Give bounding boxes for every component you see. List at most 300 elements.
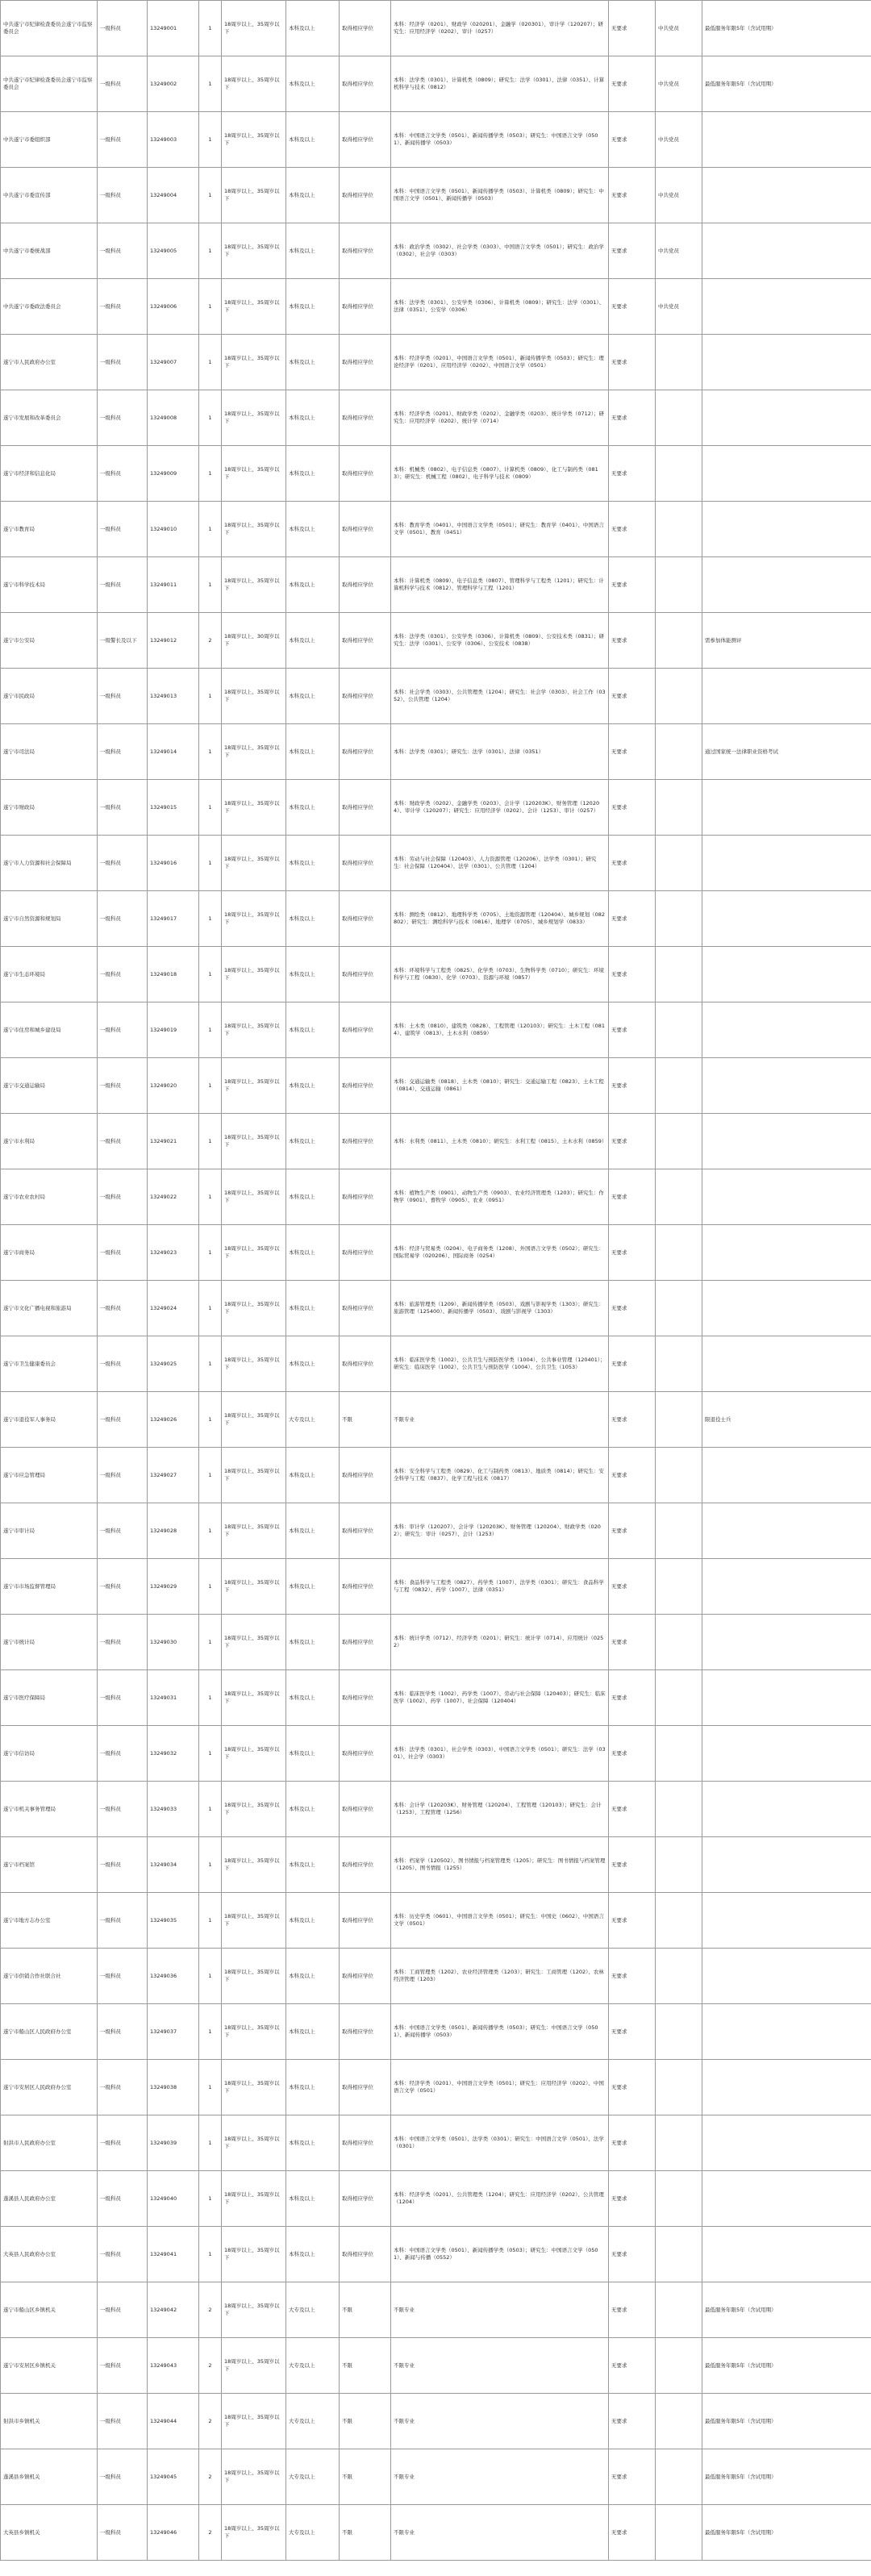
age-cell: 18周岁以上、35周岁以下 — [222, 669, 286, 724]
code-cell: 13249031 — [148, 1670, 199, 1726]
note-cell — [702, 1726, 871, 1782]
org-cell: 遂宁市人力资源和社会保障局 — [1, 836, 98, 891]
education-cell: 本科及以上 — [286, 947, 340, 1002]
degree-cell: 取得相应学位 — [340, 1225, 391, 1281]
age-cell: 18周岁以上、35周岁以下 — [222, 168, 286, 223]
table-row — [1, 1114, 871, 1169]
table-row — [1, 780, 871, 836]
age-cell: 18周岁以上、35周岁以下 — [222, 780, 286, 836]
table-row — [1, 1448, 871, 1503]
quota-cell: 2 — [199, 2338, 222, 2394]
age-cell: 18周岁以上、35周岁以下 — [222, 2282, 286, 2338]
quota-cell: 1 — [199, 1225, 222, 1281]
requirement-cell: 无要求 — [609, 56, 656, 112]
degree-cell: 取得相应学位 — [340, 1837, 391, 1893]
org-cell: 遂宁市教育局 — [1, 502, 98, 557]
table-row — [1, 279, 871, 335]
quota-cell: 1 — [199, 390, 222, 446]
org-cell: 遂宁市安居区人民政府办公室 — [1, 2060, 98, 2115]
table-row — [1, 1893, 871, 1949]
political-cell: 中共党员 — [656, 56, 702, 112]
degree-cell: 取得相应学位 — [340, 1893, 391, 1949]
quota-cell: 1 — [199, 1726, 222, 1782]
degree-cell: 不限 — [340, 2449, 391, 2505]
note-cell: 最低服务年限5年（含试用期） — [702, 2394, 871, 2449]
requirement-cell: 无要求 — [609, 2115, 656, 2171]
org-cell: 遂宁市船山区人民政府办公室 — [1, 2004, 98, 2060]
age-cell: 18周岁以上、35周岁以下 — [222, 1615, 286, 1670]
education-cell: 本科及以上 — [286, 1169, 340, 1225]
degree-cell: 取得相应学位 — [340, 279, 391, 335]
political-cell — [656, 1837, 702, 1893]
code-cell: 13249008 — [148, 390, 199, 446]
education-cell: 本科及以上 — [286, 2227, 340, 2282]
education-cell: 本科及以上 — [286, 2060, 340, 2115]
education-cell: 本科及以上 — [286, 1670, 340, 1726]
code-cell: 13249011 — [148, 557, 199, 613]
political-cell — [656, 1114, 702, 1169]
table-row — [1, 2171, 871, 2227]
degree-cell: 不限 — [340, 2505, 391, 2561]
position-cell: 一级警长及以下 — [98, 613, 148, 669]
political-cell — [656, 1726, 702, 1782]
education-cell: 本科及以上 — [286, 168, 340, 223]
quota-cell: 1 — [199, 780, 222, 836]
major-cell: 本科：环境科学与工程类（0825）、化学类（0703）、生物科学类（0710）；研究生：环境科学与工程（0830）、化学（0703）、资源与环境（0857） — [391, 947, 609, 1002]
political-cell — [656, 836, 702, 891]
major-cell: 不限专业 — [391, 2449, 609, 2505]
major-cell: 不限专业 — [391, 1392, 609, 1448]
political-cell — [656, 891, 702, 947]
quota-cell: 1 — [199, 2227, 222, 2282]
education-cell: 本科及以上 — [286, 1336, 340, 1392]
quota-cell: 1 — [199, 1670, 222, 1726]
org-cell: 遂宁市档案馆 — [1, 1837, 98, 1893]
org-cell: 遂宁市退役军人事务局 — [1, 1392, 98, 1448]
code-cell: 13249043 — [148, 2338, 199, 2394]
age-cell: 18周岁以上、35周岁以下 — [222, 223, 286, 279]
position-cell: 一级科员 — [98, 1503, 148, 1559]
degree-cell: 取得相应学位 — [340, 2004, 391, 2060]
table-row — [1, 502, 871, 557]
code-cell: 13249044 — [148, 2394, 199, 2449]
degree-cell: 取得相应学位 — [340, 780, 391, 836]
major-cell: 不限专业 — [391, 2394, 609, 2449]
note-cell — [702, 1837, 871, 1893]
political-cell — [656, 446, 702, 502]
quota-cell: 1 — [199, 2004, 222, 2060]
table-row — [1, 1949, 871, 2004]
major-cell: 本科：临床医学类（1002）、公共卫生与预防医学类（1004）、公共事业管理（120401）；研究生：临床医学（1002）、公共卫生与预防医学（1004）、公共卫生（1053） — [391, 1336, 609, 1392]
political-cell — [656, 390, 702, 446]
code-cell: 13249015 — [148, 780, 199, 836]
code-cell: 13249025 — [148, 1336, 199, 1392]
political-cell — [656, 2171, 702, 2227]
quota-cell: 1 — [199, 1949, 222, 2004]
major-cell: 本科：财政学类（0202）、金融学类（0203）、会计学（120203K）、财务管理（120204）、审计学（120207）；研究生：应用经济学（0202）、会计（1253）、审计（0257） — [391, 780, 609, 836]
quota-cell: 2 — [199, 2282, 222, 2338]
political-cell — [656, 1893, 702, 1949]
quota-cell: 1 — [199, 279, 222, 335]
code-cell: 13249042 — [148, 2282, 199, 2338]
requirement-cell: 无要求 — [609, 2227, 656, 2282]
quota-cell: 1 — [199, 1002, 222, 1058]
degree-cell: 取得相应学位 — [340, 1670, 391, 1726]
degree-cell: 取得相应学位 — [340, 1058, 391, 1114]
position-cell: 一级科员 — [98, 891, 148, 947]
requirement-cell: 无要求 — [609, 1559, 656, 1615]
degree-cell: 取得相应学位 — [340, 168, 391, 223]
degree-cell: 取得相应学位 — [340, 1002, 391, 1058]
position-cell: 一级科员 — [98, 2338, 148, 2394]
table-row — [1, 1, 871, 56]
note-cell: 需参加体能测评 — [702, 613, 871, 669]
org-cell: 遂宁市卫生健康委员会 — [1, 1336, 98, 1392]
education-cell: 大专及以上 — [286, 2449, 340, 2505]
political-cell — [656, 1058, 702, 1114]
quota-cell: 1 — [199, 2060, 222, 2115]
quota-cell: 1 — [199, 1615, 222, 1670]
age-cell: 18周岁以上、35周岁以下 — [222, 2227, 286, 2282]
political-cell — [656, 780, 702, 836]
age-cell: 18周岁以上、35周岁以下 — [222, 1336, 286, 1392]
table-row — [1, 2394, 871, 2449]
table-row — [1, 724, 871, 780]
education-cell: 本科及以上 — [286, 1837, 340, 1893]
political-cell — [656, 1503, 702, 1559]
position-cell: 一级科员 — [98, 2449, 148, 2505]
requirement-cell: 无要求 — [609, 1058, 656, 1114]
major-cell: 本科：机械类（0802）、电子信息类（0807）、计算机类（0809）、化工与制药类（0813）；研究生：机械工程（0802）、电子科学与技术（0809） — [391, 446, 609, 502]
political-cell — [656, 1002, 702, 1058]
org-cell: 遂宁市市场监督管理局 — [1, 1559, 98, 1615]
education-cell: 本科及以上 — [286, 724, 340, 780]
note-cell — [702, 1893, 871, 1949]
requirement-cell: 无要求 — [609, 502, 656, 557]
requirement-cell: 无要求 — [609, 446, 656, 502]
note-cell — [702, 1336, 871, 1392]
education-cell: 本科及以上 — [286, 56, 340, 112]
political-cell — [656, 613, 702, 669]
requirement-cell: 无要求 — [609, 168, 656, 223]
table-row — [1, 335, 871, 390]
table-row — [1, 1782, 871, 1837]
degree-cell: 取得相应学位 — [340, 1169, 391, 1225]
requirement-cell: 无要求 — [609, 1615, 656, 1670]
note-cell — [702, 1448, 871, 1503]
position-cell: 一级科员 — [98, 2060, 148, 2115]
code-cell: 13249038 — [148, 2060, 199, 2115]
requirement-cell: 无要求 — [609, 2505, 656, 2561]
position-cell: 一级科员 — [98, 1, 148, 56]
degree-cell: 取得相应学位 — [340, 2227, 391, 2282]
position-cell: 一级科员 — [98, 1002, 148, 1058]
note-cell — [702, 2004, 871, 2060]
degree-cell: 不限 — [340, 2394, 391, 2449]
requirement-cell: 无要求 — [609, 1503, 656, 1559]
code-cell: 13249014 — [148, 724, 199, 780]
requirement-cell: 无要求 — [609, 2394, 656, 2449]
requirement-cell: 无要求 — [609, 2171, 656, 2227]
table-row — [1, 1281, 871, 1336]
table-row — [1, 613, 871, 669]
quota-cell: 1 — [199, 1782, 222, 1837]
education-cell: 大专及以上 — [286, 2338, 340, 2394]
org-cell: 遂宁市船山区乡镇机关 — [1, 2282, 98, 2338]
political-cell — [656, 1670, 702, 1726]
table-row — [1, 1670, 871, 1726]
table-row — [1, 836, 871, 891]
position-cell: 一级科员 — [98, 2171, 148, 2227]
quota-cell: 1 — [199, 669, 222, 724]
code-cell: 13249022 — [148, 1169, 199, 1225]
education-cell: 本科及以上 — [286, 2115, 340, 2171]
quota-cell: 1 — [199, 1169, 222, 1225]
age-cell: 18周岁以上、35周岁以下 — [222, 1726, 286, 1782]
table-row — [1, 669, 871, 724]
political-cell: 中共党员 — [656, 1, 702, 56]
requirement-cell: 无要求 — [609, 1281, 656, 1336]
table-row — [1, 1169, 871, 1225]
position-cell: 一级科员 — [98, 780, 148, 836]
requirement-cell: 无要求 — [609, 1169, 656, 1225]
table-row — [1, 2115, 871, 2171]
code-cell: 13249041 — [148, 2227, 199, 2282]
code-cell: 13249026 — [148, 1392, 199, 1448]
note-cell: 最低服务年限5年（含试用期） — [702, 56, 871, 112]
code-cell: 13249021 — [148, 1114, 199, 1169]
education-cell: 大专及以上 — [286, 2505, 340, 2561]
position-cell: 一级科员 — [98, 2394, 148, 2449]
age-cell: 18周岁以上、35周岁以下 — [222, 2338, 286, 2394]
table-row — [1, 1002, 871, 1058]
degree-cell: 取得相应学位 — [340, 613, 391, 669]
position-cell: 一级科员 — [98, 2505, 148, 2561]
position-cell: 一级科员 — [98, 1837, 148, 1893]
code-cell: 13249040 — [148, 2171, 199, 2227]
age-cell: 18周岁以上、35周岁以下 — [222, 1837, 286, 1893]
degree-cell: 取得相应学位 — [340, 390, 391, 446]
note-cell — [702, 669, 871, 724]
code-cell: 13249037 — [148, 2004, 199, 2060]
org-cell: 遂宁市商务局 — [1, 1225, 98, 1281]
position-cell: 一级科员 — [98, 1336, 148, 1392]
major-cell: 本科：植物生产类（0901）、动物生产类（0903）、农业经济管理类（1203）；研究生：作物学（0901）、畜牧学（0905）、农业（0951） — [391, 1169, 609, 1225]
code-cell: 13249027 — [148, 1448, 199, 1503]
org-cell: 遂宁市文化广播电视和旅游局 — [1, 1281, 98, 1336]
requirement-cell: 无要求 — [609, 1225, 656, 1281]
education-cell: 本科及以上 — [286, 780, 340, 836]
degree-cell: 取得相应学位 — [340, 1114, 391, 1169]
degree-cell: 取得相应学位 — [340, 223, 391, 279]
age-cell: 18周岁以上、35周岁以下 — [222, 2171, 286, 2227]
major-cell: 本科：法学类（0301）、社会学类（0303）、中国语言文学类（0501）；研究生：法学（0301）、社会学（0303） — [391, 1726, 609, 1782]
requirement-cell: 无要求 — [609, 2060, 656, 2115]
political-cell — [656, 2505, 702, 2561]
education-cell: 本科及以上 — [286, 223, 340, 279]
note-cell — [702, 502, 871, 557]
position-cell: 一级科员 — [98, 1782, 148, 1837]
code-cell: 13249034 — [148, 1837, 199, 1893]
degree-cell: 取得相应学位 — [340, 112, 391, 168]
political-cell — [656, 724, 702, 780]
quota-cell: 1 — [199, 56, 222, 112]
political-cell — [656, 2115, 702, 2171]
code-cell: 13249007 — [148, 335, 199, 390]
major-cell: 不限专业 — [391, 2282, 609, 2338]
age-cell: 18周岁以上、30周岁以下 — [222, 613, 286, 669]
requirement-cell: 无要求 — [609, 223, 656, 279]
major-cell: 不限专业 — [391, 2338, 609, 2394]
org-cell: 遂宁市统计局 — [1, 1615, 98, 1670]
political-cell — [656, 557, 702, 613]
education-cell: 本科及以上 — [286, 446, 340, 502]
code-cell: 13249004 — [148, 168, 199, 223]
degree-cell: 取得相应学位 — [340, 1559, 391, 1615]
age-cell: 18周岁以上、35周岁以下 — [222, 56, 286, 112]
code-cell: 13249046 — [148, 2505, 199, 2561]
table-row — [1, 1837, 871, 1893]
position-cell: 一级科员 — [98, 2004, 148, 2060]
table-row — [1, 390, 871, 446]
degree-cell: 取得相应学位 — [340, 669, 391, 724]
major-cell: 本科：法学类（0301）、公安学类（0306）、计算机类（0809）；研究生：法学（0301）、法律（0351）、公安学（0306） — [391, 279, 609, 335]
table-row — [1, 1336, 871, 1392]
table-row — [1, 2004, 871, 2060]
degree-cell: 取得相应学位 — [340, 1615, 391, 1670]
quota-cell: 1 — [199, 2171, 222, 2227]
education-cell: 大专及以上 — [286, 2394, 340, 2449]
political-cell — [656, 1169, 702, 1225]
org-cell: 遂宁市供销合作社联合社 — [1, 1949, 98, 2004]
quota-cell: 2 — [199, 2394, 222, 2449]
political-cell: 中共党员 — [656, 168, 702, 223]
table-row — [1, 947, 871, 1002]
requirement-cell: 无要求 — [609, 1670, 656, 1726]
major-cell: 本科：经济与贸易类（0204）、电子商务类（1208）、外国语言文学类（0502）；研究生：国际贸易学（020206）、国际商务（0254） — [391, 1225, 609, 1281]
major-cell: 本科：经济学类（0201）、中国语言文学类（0501）；研究生：应用经济学（0202）、中国语言文学（0501） — [391, 2060, 609, 2115]
position-cell: 一级科员 — [98, 947, 148, 1002]
org-cell: 射洪市乡镇机关 — [1, 2394, 98, 2449]
code-cell: 13249039 — [148, 2115, 199, 2171]
quota-cell: 1 — [199, 168, 222, 223]
age-cell: 18周岁以上、35周岁以下 — [222, 2394, 286, 2449]
education-cell: 本科及以上 — [286, 1782, 340, 1837]
requirement-cell: 无要求 — [609, 1448, 656, 1503]
note-cell — [702, 112, 871, 168]
education-cell: 本科及以上 — [286, 1893, 340, 1949]
major-cell: 本科：历史学类（0601）、中国语言文学类（0501）；研究生：中国史（0602）、中国语言文学（0501） — [391, 1893, 609, 1949]
requirement-cell: 无要求 — [609, 724, 656, 780]
org-cell: 遂宁市经济和信息化局 — [1, 446, 98, 502]
table-row — [1, 1392, 871, 1448]
position-cell: 一级科员 — [98, 1615, 148, 1670]
note-cell — [702, 279, 871, 335]
table-row — [1, 2338, 871, 2394]
quota-cell: 1 — [199, 557, 222, 613]
major-cell: 本科：法学类（0301）、计算机类（0809）；研究生：法学（0301）、法律（0351）、计算机科学与技术（0812） — [391, 56, 609, 112]
org-cell: 中共遂宁市委政法委员会 — [1, 279, 98, 335]
position-cell: 一级科员 — [98, 836, 148, 891]
org-cell: 中共遂宁市委统战部 — [1, 223, 98, 279]
note-cell — [702, 1058, 871, 1114]
education-cell: 本科及以上 — [286, 1002, 340, 1058]
quota-cell: 1 — [199, 1114, 222, 1169]
political-cell — [656, 335, 702, 390]
position-cell: 一级科员 — [98, 168, 148, 223]
political-cell — [656, 947, 702, 1002]
age-cell: 18周岁以上、35周岁以下 — [222, 1058, 286, 1114]
org-cell: 遂宁市交通运输局 — [1, 1058, 98, 1114]
education-cell: 本科及以上 — [286, 557, 340, 613]
table-row — [1, 1225, 871, 1281]
note-cell — [702, 223, 871, 279]
code-cell: 13249032 — [148, 1726, 199, 1782]
education-cell: 本科及以上 — [286, 1615, 340, 1670]
requirement-cell: 无要求 — [609, 2004, 656, 2060]
note-cell: 限退役士兵 — [702, 1392, 871, 1448]
position-cell: 一级科员 — [98, 335, 148, 390]
age-cell: 18周岁以上、35周岁以下 — [222, 557, 286, 613]
note-cell — [702, 2115, 871, 2171]
age-cell: 18周岁以上、35周岁以下 — [222, 2505, 286, 2561]
major-cell: 本科：会计学（120203K）、财务管理（120204）、工程管理（120103）；研究生：会计（1253）、工程管理（1256） — [391, 1782, 609, 1837]
major-cell: 本科：中国语言文学类（0501）、新闻传播学类（0503）、计算机类（0809）；研究生：中国语言文学（0501）、新闻传播学（0503） — [391, 168, 609, 223]
table-row — [1, 2060, 871, 2115]
requirement-cell: 无要求 — [609, 2282, 656, 2338]
note-cell — [702, 1782, 871, 1837]
education-cell: 本科及以上 — [286, 1225, 340, 1281]
table-row — [1, 1503, 871, 1559]
political-cell — [656, 1225, 702, 1281]
political-cell — [656, 2227, 702, 2282]
major-cell: 本科：审计学（120207）、会计学（120203K）、财务管理（120204）、财政学类（0202）；研究生：审计（0257）、会计（1253） — [391, 1503, 609, 1559]
education-cell: 本科及以上 — [286, 1559, 340, 1615]
table-row — [1, 112, 871, 168]
degree-cell: 取得相应学位 — [340, 724, 391, 780]
quota-cell: 1 — [199, 502, 222, 557]
major-cell: 本科：食品科学与工程类（0827）、药学类（1007）、法学类（0301）；研究生：食品科学与工程（0832）、药学（1007）、法律（0351） — [391, 1559, 609, 1615]
position-cell: 一级科员 — [98, 1169, 148, 1225]
age-cell: 18周岁以上、35周岁以下 — [222, 947, 286, 1002]
code-cell: 13249010 — [148, 502, 199, 557]
degree-cell: 取得相应学位 — [340, 891, 391, 947]
major-cell: 本科：水利类（0811）、土木类（0810）；研究生：水利工程（0815）、土木水利（0859） — [391, 1114, 609, 1169]
requirement-cell: 无要求 — [609, 1782, 656, 1837]
position-cell: 一级科员 — [98, 1281, 148, 1336]
political-cell — [656, 1615, 702, 1670]
requirement-cell: 无要求 — [609, 1837, 656, 1893]
org-cell: 中共遂宁市委组织部 — [1, 112, 98, 168]
org-cell: 遂宁市医疗保障局 — [1, 1670, 98, 1726]
major-cell: 本科：教育学类（0401）、中国语言文学类（0501）；研究生：教育学（0401）、中国语言文学（0501）、教育（0451） — [391, 502, 609, 557]
note-cell: 最低服务年限5年（含试用期） — [702, 2338, 871, 2394]
position-cell: 一级科员 — [98, 669, 148, 724]
position-cell: 一级科员 — [98, 1058, 148, 1114]
note-cell — [702, 1002, 871, 1058]
education-cell: 本科及以上 — [286, 1949, 340, 2004]
major-cell: 本科：测绘类（0812）、地理科学类（0705）、土地资源管理（120404）、城乡规划（082802）；研究生：测绘科学与技术（0816）、地理学（0705）、城乡规划学（0833） — [391, 891, 609, 947]
note-cell: 最低服务年限5年（含试用期） — [702, 2449, 871, 2505]
table-row — [1, 891, 871, 947]
position-cell: 一级科员 — [98, 1949, 148, 2004]
org-cell: 遂宁市应急管理局 — [1, 1448, 98, 1503]
degree-cell: 取得相应学位 — [340, 1448, 391, 1503]
age-cell: 18周岁以上、35周岁以下 — [222, 1448, 286, 1503]
major-cell: 本科：法学类（0301）；研究生：法学（0301）、法律（0351） — [391, 724, 609, 780]
org-cell: 中共遂宁市委宣传部 — [1, 168, 98, 223]
requirement-cell: 无要求 — [609, 836, 656, 891]
